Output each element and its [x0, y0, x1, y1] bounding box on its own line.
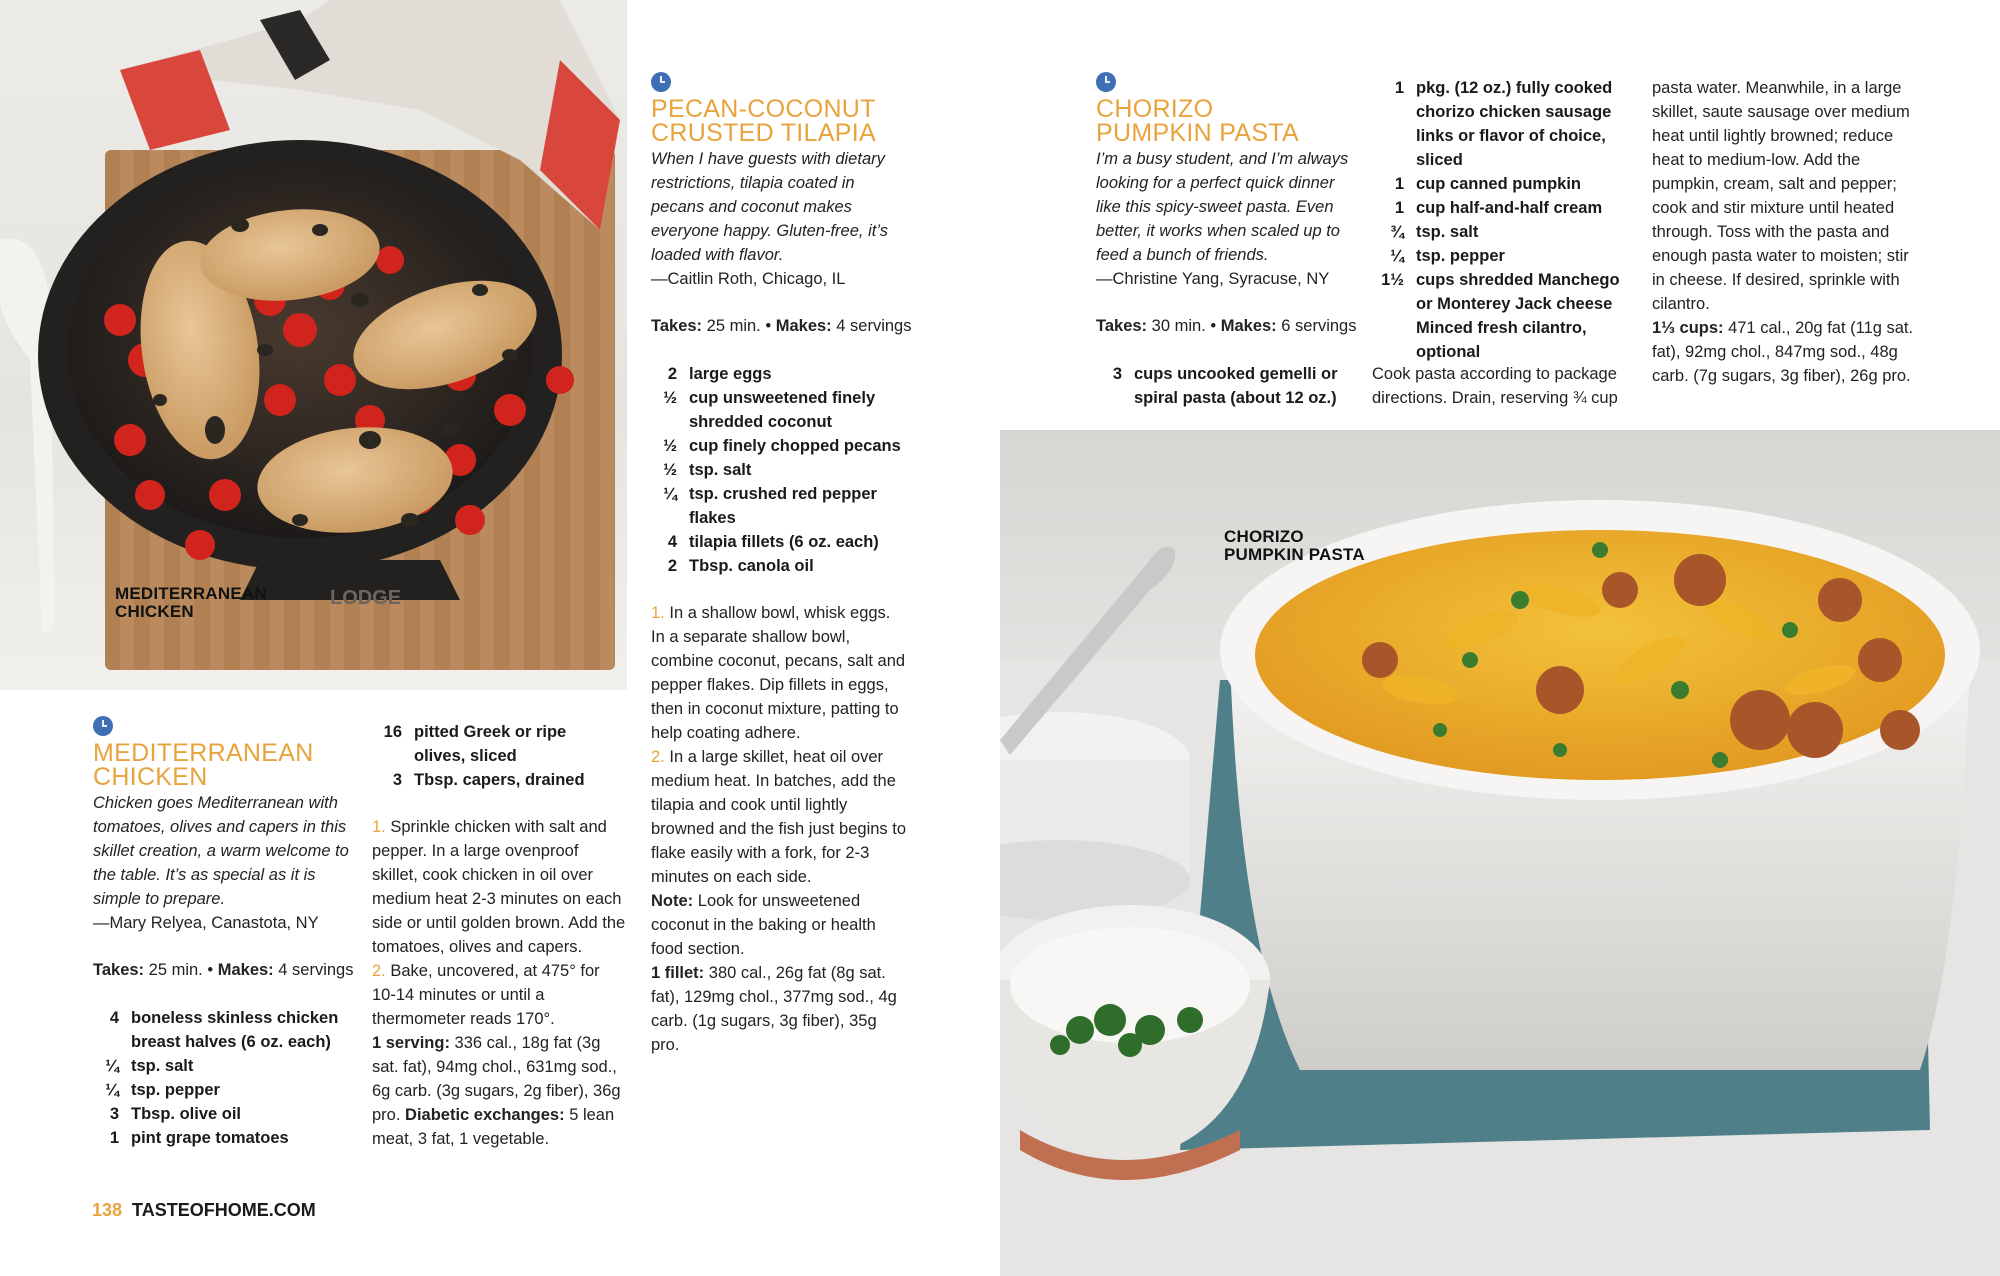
takes-label: Takes: — [93, 961, 145, 979]
step-number: 2. — [651, 748, 665, 766]
ingredient-name: cup half-and-half cream — [1416, 199, 1603, 217]
ingredient-name: tsp. crushed red pepper flakes — [689, 485, 877, 527]
chorizo-intro — [1096, 147, 1351, 291]
ingredient-item — [372, 720, 622, 768]
bullet-separator: • — [765, 317, 772, 335]
chorizo-recipe-title — [1096, 97, 1299, 145]
ingredient-item — [93, 1078, 353, 1102]
site-name: TASTEOFHOME.COM — [132, 1200, 316, 1220]
pasta-photo-label-line2: PUMPKIN PASTA — [1224, 545, 1365, 564]
nutrition-facts — [1652, 316, 1914, 388]
ingredient-qty: 1 — [109, 1129, 119, 1147]
chorizo-pumpkin-pasta-photo — [1000, 430, 2000, 1276]
bullet-separator: • — [1210, 317, 1217, 335]
tilapia-attribution: —Caitlin Roth, Chicago, IL — [651, 270, 846, 288]
recipe-note — [651, 889, 906, 961]
makes-label: Makes: — [217, 961, 274, 979]
takes-label: Takes: — [1096, 317, 1148, 335]
ingredient-name: boneless skinless chicken breast halves (6 oz. each) — [131, 1009, 339, 1051]
step-text: Sprinkle chicken with salt and pepper. In a large ovenproof skillet, cook chicken in oil over medium heat 2-3 minutes on each side or until golden brown. Add the tomatoes, olives and capers. — [372, 818, 626, 956]
clock-icon — [651, 72, 671, 92]
ingredient-qty: ¼ — [663, 485, 677, 503]
exchanges-text: 5 lean meat, 3 fat, 1 vegetable. — [372, 1106, 615, 1148]
direction-step — [651, 601, 906, 745]
ingredient-name: cups shredded Manchego or Monterey Jack cheese Minced fresh cilantro, optional — [1416, 271, 1620, 361]
clock-icon — [93, 716, 113, 736]
skillet-brand: LODGE — [330, 587, 402, 609]
ingredient-item — [651, 554, 901, 578]
makes-label: Makes: — [775, 317, 832, 335]
chorizo-ingredients-b — [1372, 76, 1632, 364]
ingredient-name: Tbsp. canola oil — [689, 557, 814, 575]
ingredient-name: cups uncooked gemelli or spiral pasta (about 12 oz.) — [1134, 365, 1338, 407]
note-text: Look for unsweetened coconut in the baking or health food section. — [651, 892, 876, 958]
ingredient-name: large eggs — [689, 365, 772, 383]
ingredient-qty: ½ — [663, 389, 677, 407]
note-label: Note: — [651, 892, 694, 910]
exchanges-label: Diabetic exchanges: — [405, 1106, 565, 1124]
ingredient-qty: 1 — [1394, 175, 1404, 193]
ingredient-name: cup finely chopped pecans — [689, 437, 901, 455]
ingredient-name: cup canned pumpkin — [1416, 175, 1582, 193]
ingredient-name: tsp. salt — [1416, 223, 1479, 241]
ingredient-item — [1372, 76, 1632, 172]
ingredient-name: tsp. salt — [131, 1057, 194, 1075]
takes-value: 25 min. — [148, 961, 203, 979]
tilapia-title-line2: CRUSTED TILAPIA — [651, 119, 876, 147]
step-number: 1. — [372, 818, 386, 836]
chorizo-takes-makes — [1096, 314, 1356, 338]
makes-label: Makes: — [1220, 317, 1277, 335]
ingredient-qty: 4 — [109, 1009, 119, 1027]
chorizo-directions-b — [1652, 76, 1914, 388]
ingredient-qty: 4 — [667, 533, 677, 551]
ingredient-qty: 1 — [1394, 79, 1404, 97]
chorizo-intro-text: I’m a busy student, and I’m always looking for a perfect quick dinner like this spicy-sweet pasta. Even better, it works when scaled up to feed a bunch of friends. — [1096, 150, 1349, 264]
chicken-title-line2: CHICKEN — [93, 763, 208, 791]
ingredient-qty: 3 — [109, 1105, 119, 1123]
ingredient-name: tsp. pepper — [1416, 247, 1505, 265]
nutrition-label: 1⅓ cups: — [1652, 319, 1724, 337]
ingredient-name: cup unsweetened finely shredded coconut — [689, 389, 876, 431]
chicken-attribution: —Mary Relyea, Canastota, NY — [93, 914, 319, 932]
chicken-photo-label — [115, 585, 267, 621]
pasta-photo-label-line1: CHORIZO — [1224, 527, 1304, 546]
tilapia-intro-text: When I have guests with dietary restrictions, tilapia coated in pecans and coconut makes everyone happy. Gluten-free, it’s loaded with flavor. — [651, 150, 888, 264]
step-text: In a shallow bowl, whisk eggs. In a separate shallow bowl, combine coconut, pecans, salt and pepper flakes. Dip fillets in eggs, then in coconut mixture, patting to help coating adhere. — [651, 604, 906, 742]
mediterranean-chicken-photo — [0, 0, 627, 690]
ingredient-item — [372, 768, 622, 792]
nutrition-text: 471 cal., 20g fat (11g sat. fat), 92mg chol., 847mg sod., 48g carb. (7g sugars, 3g fiber), 26g pro. — [1652, 319, 1914, 385]
ingredient-item — [1372, 268, 1632, 364]
step-number: 1. — [651, 604, 665, 622]
ingredient-qty: 1½ — [1381, 271, 1404, 289]
ingredient-item — [1096, 362, 1346, 410]
ingredient-qty: ½ — [663, 437, 677, 455]
ingredient-name: pkg. (12 oz.) fully cooked chorizo chicken sausage links or flavor of choice, sliced — [1416, 79, 1613, 169]
direction-step: pasta water. Meanwhile, in a large skillet, saute sausage over medium heat until lightly browned; reduce heat to medium-low. Add the pumpkin, cream, salt and pepper; cook and stir mixture until heated through. Toss with the pasta and enough pasta water to moisten; stir in cheese. If desired, sprinkle with cilantro. — [1652, 79, 1910, 313]
ingredient-item — [651, 482, 901, 530]
pasta-photo-label — [1224, 528, 1365, 564]
ingredient-item — [93, 1006, 353, 1054]
chicken-title-line1: MEDITERRANEAN — [93, 739, 314, 767]
tilapia-directions — [651, 601, 906, 1057]
nutrition-facts — [372, 1031, 628, 1151]
direction-step — [372, 815, 628, 959]
step-number: 2. — [372, 962, 386, 980]
ingredient-item — [1372, 172, 1632, 196]
page-folio — [92, 1200, 316, 1221]
pasta-bowl-illustration — [1000, 430, 2000, 1276]
ingredient-qty: ¾ — [1390, 223, 1404, 241]
ingredient-qty: 16 — [383, 723, 402, 741]
ingredient-item — [93, 1102, 353, 1126]
ingredient-qty: ½ — [663, 461, 677, 479]
chicken-photo-label-line2: CHICKEN — [115, 602, 194, 621]
clock-icon — [1096, 72, 1116, 92]
ingredient-item — [93, 1126, 353, 1150]
ingredient-item — [651, 362, 901, 386]
makes-value: 4 servings — [836, 317, 912, 335]
ingredient-qty: ¼ — [105, 1057, 119, 1075]
step-text: Bake, uncovered, at 475° for 10-14 minutes or until a thermometer reads 170°. — [372, 962, 600, 1028]
ingredient-item — [1372, 196, 1632, 220]
chorizo-title-line2: PUMPKIN PASTA — [1096, 119, 1300, 147]
ingredient-item — [1372, 244, 1632, 268]
tilapia-recipe-title — [651, 97, 876, 145]
chorizo-ingredients-a — [1096, 362, 1346, 410]
ingredient-item — [93, 1054, 353, 1078]
ingredient-item — [1372, 220, 1632, 244]
nutrition-label: 1 serving: — [372, 1034, 450, 1052]
direction-step: Cook pasta according to package directions. Drain, reserving ¾ cup — [1372, 365, 1618, 407]
chicken-ingredients-b — [372, 720, 622, 792]
bullet-separator: • — [207, 961, 214, 979]
chorizo-attribution: —Christine Yang, Syracuse, NY — [1096, 270, 1330, 288]
tilapia-title-line1: PECAN-COCONUT — [651, 95, 876, 123]
chorizo-title-line1: CHORIZO — [1096, 95, 1214, 123]
ingredient-name: pitted Greek or ripe olives, sliced — [414, 723, 567, 765]
ingredient-name: Tbsp. olive oil — [131, 1105, 242, 1123]
makes-value: 6 servings — [1281, 317, 1357, 335]
ingredient-item — [651, 386, 901, 434]
ingredient-item — [651, 458, 901, 482]
makes-value: 4 servings — [278, 961, 354, 979]
nutrition-label: 1 fillet: — [651, 964, 705, 982]
takes-value: 30 min. — [1151, 317, 1206, 335]
ingredient-name: tilapia fillets (6 oz. each) — [689, 533, 879, 551]
ingredient-qty: 3 — [1112, 365, 1122, 383]
chicken-intro — [93, 791, 351, 935]
direction-step — [651, 745, 906, 889]
ingredient-name: tsp. pepper — [131, 1081, 220, 1099]
ingredient-qty: 3 — [392, 771, 402, 789]
takes-label: Takes: — [651, 317, 703, 335]
ingredient-name: pint grape tomatoes — [131, 1129, 289, 1147]
chicken-intro-text: Chicken goes Mediterranean with tomatoes, olives and capers in this skillet creation, a warm welcome to the table. It’s as special as it is simple to prepare. — [93, 794, 349, 908]
tilapia-takes-makes — [651, 314, 911, 338]
chicken-skillet-illustration — [0, 0, 627, 690]
nutrition-text: 380 cal., 26g fat (8g sat. fat), 129mg chol., 377mg sod., 4g carb. (1g sugars, 3g fiber), 35g pro. — [651, 964, 897, 1054]
ingredient-qty: 2 — [667, 365, 677, 383]
chicken-ingredients-a — [93, 1006, 353, 1150]
ingredient-item — [651, 434, 901, 458]
tilapia-intro — [651, 147, 901, 291]
nutrition-text: 336 cal., 18g fat (3g sat. fat), 94mg chol., 631mg sod., 6g carb. (3g sugars, 2g fiber), 36g pro. — [372, 1034, 621, 1124]
ingredient-qty: ¼ — [105, 1081, 119, 1099]
tilapia-ingredients — [651, 362, 901, 578]
nutrition-facts — [651, 961, 906, 1057]
chicken-recipe-title — [93, 741, 314, 789]
ingredient-name: tsp. salt — [689, 461, 752, 479]
ingredient-qty: 2 — [667, 557, 677, 575]
takes-value: 25 min. — [706, 317, 761, 335]
chicken-takes-makes — [93, 958, 353, 982]
ingredient-item — [651, 530, 901, 554]
ingredient-qty: 1 — [1394, 199, 1404, 217]
step-text: In a large skillet, heat oil over medium heat. In batches, add the tilapia and cook until lightly browned and the fish just begins to flake easily with a fork, for 2-3 minutes on each side. — [651, 748, 907, 886]
chorizo-directions-a — [1372, 362, 1632, 410]
ingredient-qty: ¼ — [1390, 247, 1404, 265]
direction-step — [372, 959, 628, 1031]
chicken-directions — [372, 815, 628, 1151]
ingredient-name: Tbsp. capers, drained — [414, 771, 585, 789]
page-number: 138 — [92, 1200, 123, 1220]
chicken-photo-label-line1: MEDITERRANEAN — [115, 584, 267, 603]
